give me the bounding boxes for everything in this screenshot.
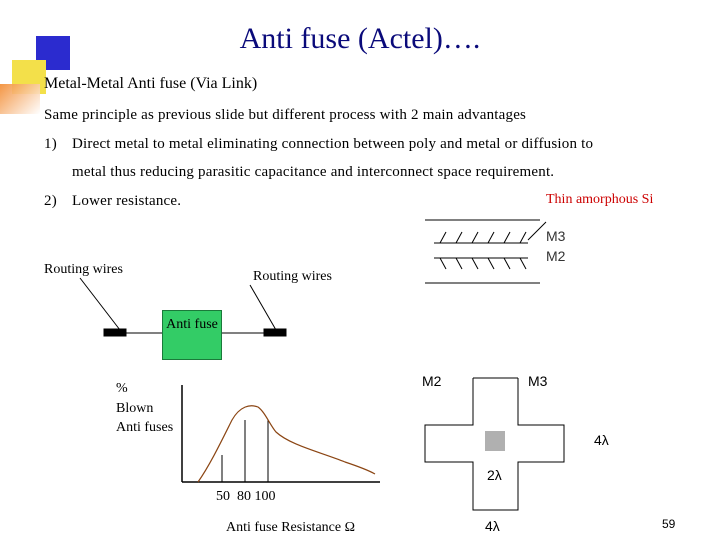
stack-m3-label: M3 (546, 228, 566, 244)
layout-4lambda-right-label: 4λ (594, 432, 609, 448)
layout-m2-label: M2 (422, 373, 442, 389)
layout-diagram (425, 378, 564, 510)
list-item-text: metal thus reducing parasitic capacitance and interconnect space requirement. (72, 164, 555, 180)
left-contact (104, 329, 126, 336)
hatch (504, 232, 510, 243)
hatch (472, 232, 478, 243)
chart-distribution-curve (198, 406, 375, 482)
thin-amorphous-si-label: Thin amorphous Si (546, 192, 654, 207)
hatch (456, 232, 462, 243)
hatch (472, 258, 478, 269)
chart-xlabel: Anti fuse Resistance Ω (226, 520, 355, 535)
resistance-chart (182, 385, 380, 482)
hatch (488, 258, 494, 269)
hatch (440, 232, 446, 243)
layout-4lambda-bottom-label: 4λ (485, 518, 500, 534)
routing-left-lead (80, 278, 120, 330)
slide-subtitle: Metal-Metal Anti fuse (Via Link) (44, 75, 258, 92)
right-contact (264, 329, 286, 336)
hatch (520, 258, 526, 269)
routing-wires-left-label: Routing wires (44, 262, 123, 277)
list-item-text: Direct metal to metal eliminating connection between poly and metal or diffusion to (72, 136, 594, 152)
chart-tick-labels: 50 80 100 (216, 489, 276, 504)
antifuse-box: Anti fuse (162, 310, 222, 360)
hatch (520, 232, 526, 243)
hatch (504, 258, 510, 269)
list-item-text: Lower resistance. (72, 193, 182, 209)
list-item-number: 1) (44, 136, 57, 152)
via-square (485, 431, 505, 451)
slide-title: Anti fuse (Actel)…. (239, 22, 481, 55)
routing-right-lead (250, 285, 276, 330)
hatch (456, 258, 462, 269)
routing-diagram (80, 278, 286, 336)
layout-m3-label: M3 (528, 373, 548, 389)
list-item-number: 2) (44, 193, 57, 209)
stack-diagram (425, 220, 546, 283)
intro-text: Same principle as previous slide but different process with 2 main advantages (44, 107, 527, 123)
stack-m2-label: M2 (546, 248, 566, 264)
layout-2lambda-label: 2λ (487, 467, 502, 483)
hatch (440, 258, 446, 269)
routing-wires-right-label: Routing wires (253, 269, 332, 284)
chart-ylabel-antifuses: Anti fuses (116, 420, 174, 435)
hatch (488, 232, 494, 243)
page-number: 59 (662, 517, 676, 531)
chart-ylabel-percent: % (116, 381, 128, 396)
thin-si-pointer (528, 222, 546, 240)
chart-ylabel-blown: Blown (116, 401, 154, 416)
